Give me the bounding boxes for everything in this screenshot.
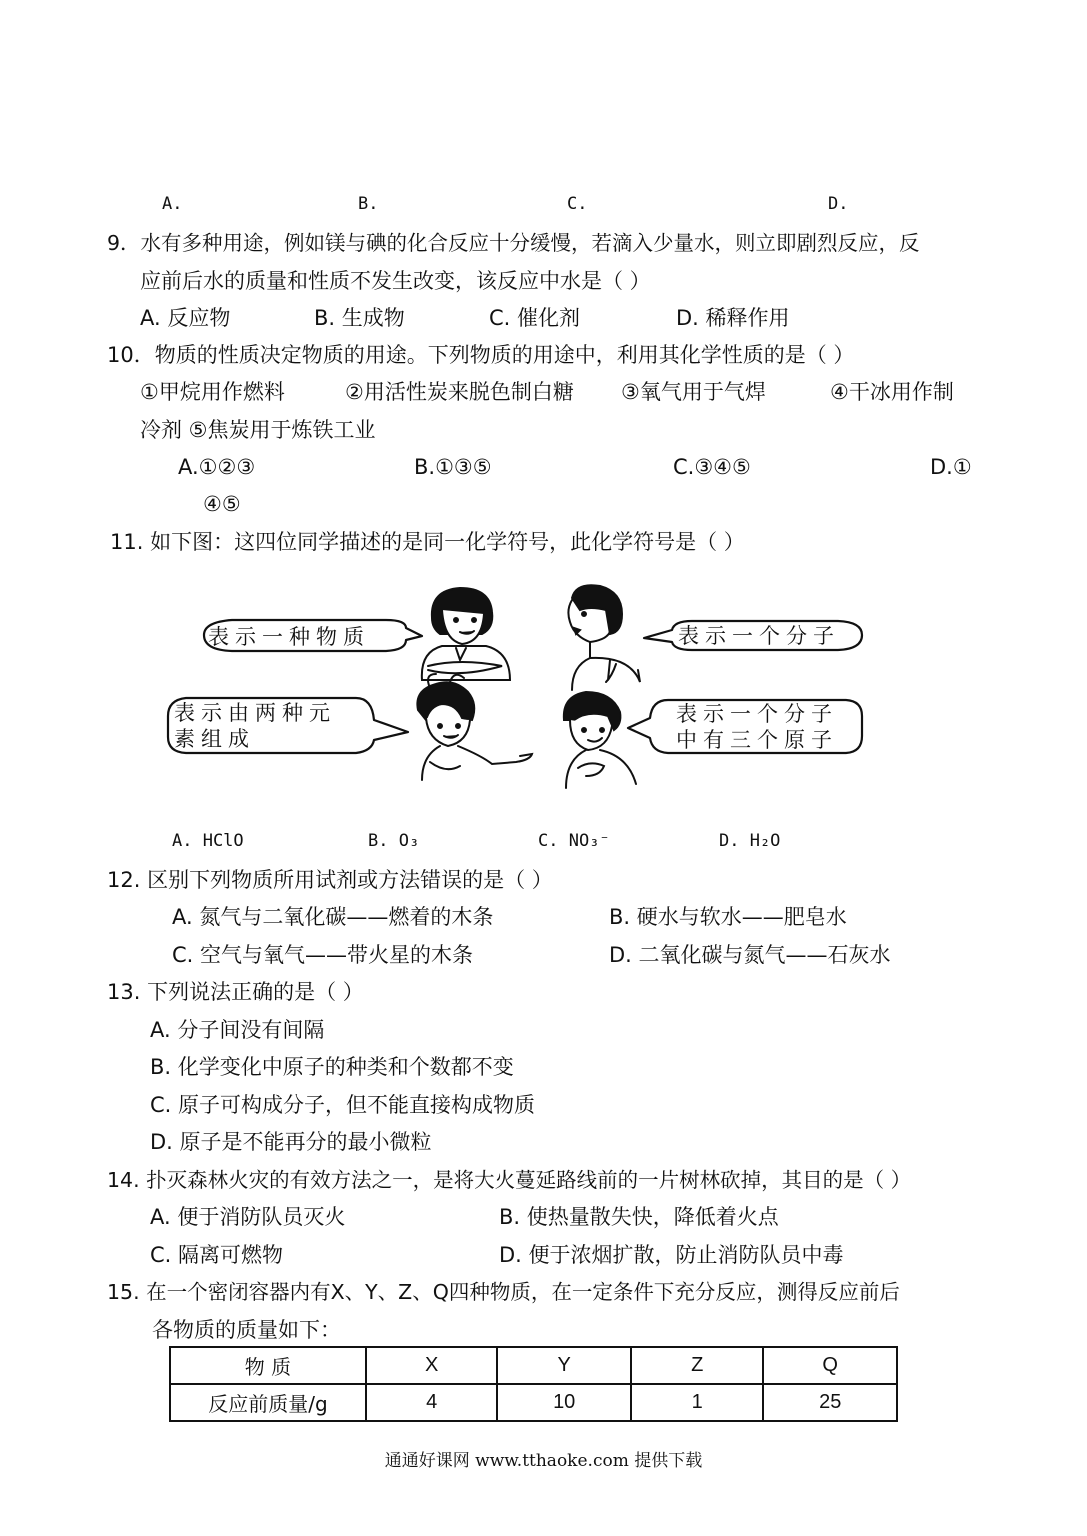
q12-option-b: B. 硬水与软水——肥皂水 (609, 905, 847, 929)
q10-stem: 10．物质的性质决定物质的用途。下列物质的用途中，利用其化学性质的是（ ） (107, 343, 855, 367)
table-header-cell: Z (631, 1347, 763, 1384)
q14-option-d: D. 便于浓烟扩散，防止消防队员中毒 (499, 1243, 844, 1267)
q15-stem-line2: 各物质的质量如下： (152, 1318, 341, 1342)
q13-option-d: D. 原子是不能再分的最小微粒 (150, 1130, 432, 1154)
table-cell: 反应前质量/g (170, 1384, 366, 1421)
table-header-cell: Y (497, 1347, 631, 1384)
q12-option-a: A. 氮气与二氧化碳——燃着的木条 (172, 905, 494, 929)
student-bottom-left (417, 674, 532, 780)
four-students-cartoon (160, 570, 880, 800)
cartoon-drawing (160, 570, 880, 800)
q14-option-b: B. 使热量散失快，降低着火点 (499, 1205, 779, 1229)
q9-option-a: A. 反应物 (140, 306, 231, 330)
q14-option-c: C. 隔离可燃物 (150, 1243, 284, 1267)
q10-option-a: A.①②③ (178, 455, 256, 479)
q9-stem-line2: 应前后水的质量和性质不发生改变，该反应中水是（ ） (140, 269, 651, 293)
student-bottom-right (564, 692, 636, 788)
q10-option-d: D.① (930, 455, 972, 479)
q13-option-c: C. 原子可构成分子，但不能直接构成物质 (150, 1093, 536, 1117)
q10-item-2: ②用活性炭来脱色制白糖 (345, 380, 574, 404)
table-cell: 4 (366, 1384, 497, 1421)
q10-items-line2: 冷剂 ⑤焦炭用于炼铁工业 (140, 418, 376, 442)
q13-stem: 13. 下列说法正确的是（ ） (107, 980, 364, 1004)
table-row (170, 1384, 897, 1421)
bubble-text-bottom-left-2: 素组成 (174, 727, 255, 751)
q12-option-c: C. 空气与氧气——带火星的木条 (172, 943, 474, 967)
q10-option-c: C.③④⑤ (673, 455, 751, 479)
q10-option-b: B.①③⑤ (414, 455, 492, 479)
q11-option-a: A. HClO (172, 831, 244, 851)
q10-item-1: ①甲烷用作燃料 (140, 380, 285, 404)
q8-option-c: C. (567, 194, 588, 214)
q12-stem: 12. 区别下列物质所用试剂或方法错误的是（ ） (107, 868, 553, 892)
bubble-text-bottom-right-1: 表示一个分子 (676, 702, 838, 726)
student-top-left (422, 588, 510, 680)
q10-item-4: ④干冰用作制 (830, 380, 954, 404)
q8-option-b: B. (358, 194, 379, 214)
q14-option-a: A. 便于消防队员灭火 (150, 1205, 346, 1229)
q9-option-d: D. 稀释作用 (676, 306, 790, 330)
q12-option-d: D. 二氧化碳与氮气——石灰水 (609, 943, 891, 967)
table-header-row (170, 1347, 897, 1384)
q13-option-b: B. 化学变化中原子的种类和个数都不变 (150, 1055, 514, 1079)
table-header-cell: X (366, 1347, 497, 1384)
q15-stem-line1: 15. 在一个密闭容器内有X、Y、Z、Q四种物质，在一定条件下充分反应，测得反应前后 (107, 1280, 900, 1304)
bubble-text-bottom-left-1: 表示由两种元 (174, 701, 336, 725)
table-header-cell: 物 质 (170, 1347, 366, 1384)
table-header-cell: Q (763, 1347, 897, 1384)
mass-table (169, 1346, 898, 1422)
table-cell: 1 (631, 1384, 763, 1421)
q14-stem: 14. 扑灭森林火灾的有效方法之一，是将大火蔓延路线前的一片树林砍掉，其目的是（ ） (107, 1168, 912, 1192)
q11-option-b: B. O₃ (368, 831, 420, 851)
q11-option-d: D. H₂O (719, 831, 781, 851)
q11-stem: 11. 如下图：这四位同学描述的是同一化学符号，此化学符号是（ ） (110, 530, 745, 554)
q8-option-a: A. (162, 194, 183, 214)
footer-source: 通通好课网 www.tthaoke.com 提供下载 (384, 1451, 703, 1471)
bubble-text-bottom-right-2: 中有三个原子 (676, 728, 838, 752)
q11-option-c: C. NO₃⁻ (538, 831, 610, 851)
q9-option-b: B. 生成物 (314, 306, 405, 330)
q10-option-d-continued: ④⑤ (203, 492, 241, 516)
table-cell: 10 (497, 1384, 631, 1421)
q9-option-c: C. 催化剂 (489, 306, 581, 330)
bubble-text-top-left: 表示一种物质 (208, 625, 370, 649)
q8-option-d: D. (828, 194, 849, 214)
q9-stem-line1: 9．水有多种用途，例如镁与碘的化合反应十分缓慢，若滴入少量水，则立即剧烈反应，反 (107, 231, 920, 255)
q13-option-a: A. 分子间没有间隔 (150, 1018, 325, 1042)
q10-item-3: ③氧气用于气焊 (621, 380, 766, 404)
student-top-right (568, 585, 640, 690)
bubble-text-top-right: 表示一个分子 (678, 624, 840, 648)
table-cell: 25 (763, 1384, 897, 1421)
